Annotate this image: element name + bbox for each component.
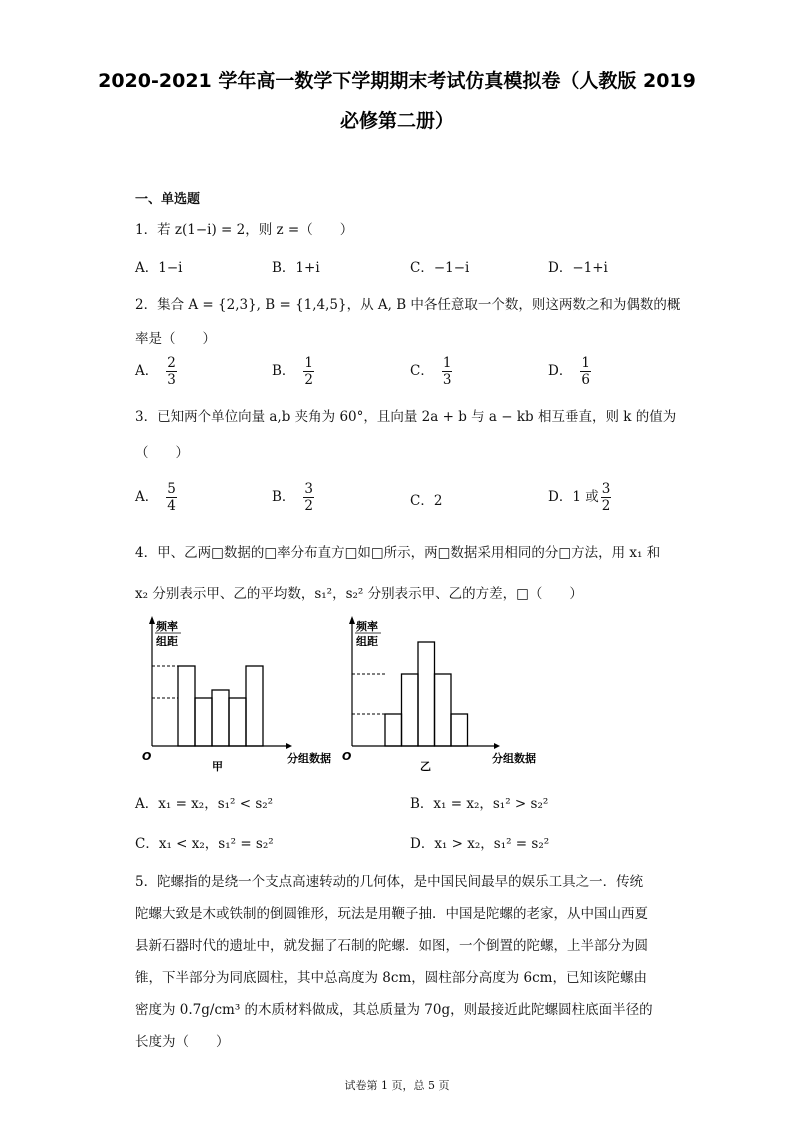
bar-0 [178, 666, 195, 746]
y-axis-arrow [149, 616, 155, 624]
chart-title: 甲 [212, 760, 223, 773]
q2-option-b: B． $\frac{1}{2}$ [272, 355, 314, 388]
q1-option-b: B．1+i [272, 260, 320, 276]
histogram-jia [140, 612, 350, 777]
q5-line-1: 5．陀螺指的是绕一个支点高速转动的几何体，是中国民间最早的娱乐工具之一．传统 [135, 874, 644, 890]
q5-text [135, 866, 665, 1058]
q5-line-6: 长度为（ ） [135, 1034, 230, 1050]
bar-3 [229, 698, 246, 746]
q3-option-c: C．2 [410, 493, 443, 509]
ylabel-bottom: 组距 [356, 635, 378, 648]
q4-stem-line1: 4．甲、乙两□数据的□率分布直方□如□所示，两□数据采用相同的分□方法，用 x₁ 和 [135, 545, 661, 561]
q4-stem-line2: x₂ 分别表示甲、乙的平均数，s₁²，s₂² 分别表示甲、乙的方差，□（ ） [135, 586, 583, 602]
origin-label: O [142, 750, 152, 763]
q2-stem-line2: 率是（ ） [135, 331, 216, 347]
bar-1 [402, 674, 419, 746]
q3-stem-line1: 3．已知两个单位向量 a,b 夹角为 60°，且向量 2a + b 与 a − kb 相互垂直，则 k 的值为 [135, 409, 677, 425]
bar-1 [195, 698, 212, 746]
q2-option-c: C． $\frac{1}{3}$ [410, 355, 452, 388]
q5-line-3: 县新石器时代的遗址中，就发掘了石制的陀螺．如图，一个倒置的陀螺，上半部分为圆 [135, 938, 648, 954]
q5-line-4: 锥，下半部分为同底圆柱，其中总高度为 8cm，圆柱部分高度为 6cm，已知该陀螺由 [135, 970, 647, 986]
exam-title-line1: 2020-2021 学年高一数学下学期期末考试仿真模拟卷（人教版 2019 [98, 70, 696, 92]
section-heading: 一、单选题 [135, 192, 201, 207]
q5-line-5: 密度为 0.7g/cm³ 的木质材料做成，其总质量为 70g，则最接近此陀螺圆柱底面半径的 [135, 1002, 653, 1018]
q2-option-a: A． $\frac{2}{3}$ [135, 355, 176, 388]
y-axis-arrow [349, 616, 355, 624]
x-axis-arrow [286, 743, 292, 749]
bar-4 [246, 666, 263, 746]
origin-label: O [342, 750, 352, 763]
q4-option-a: A．x₁ = x₂，s₁² < s₂² [135, 796, 274, 812]
histogram-yi [340, 612, 560, 777]
ylabel-bottom: 组距 [156, 635, 178, 648]
q4-option-d: D．x₁ > x₂，s₁² = s₂² [410, 836, 550, 852]
q2-option-d: D． $\frac{1}{6}$ [548, 355, 590, 388]
q1-option-a: A．1−i [135, 260, 183, 276]
bar-0 [385, 714, 402, 746]
x-axis-label: 分组数据 [287, 752, 331, 765]
q4-option-c: C．x₁ < x₂，s₁² = s₂² [135, 836, 274, 852]
ylabel-top: 频率 [356, 620, 378, 633]
bar-4 [451, 714, 468, 746]
q3-option-d: D．1 或 $\frac{3}{2}$ [548, 481, 611, 514]
q2-stem-line1: 2．集合 A = {2,3}, B = {1,4,5}，从 A, B 中各任意取一个数，则这两数之和为偶数的概 [135, 297, 681, 313]
bar-3 [435, 674, 452, 746]
q3-option-a: A． $\frac{5}{4}$ [135, 481, 176, 514]
q1-option-c: C．−1−i [410, 260, 470, 276]
page-footer: 试卷第 1 页，总 5 页 [344, 1079, 450, 1092]
q1-option-d: D．−1+i [548, 260, 608, 276]
bar-2 [212, 690, 229, 746]
q4-option-b: B．x₁ = x₂，s₁² > s₂² [410, 796, 549, 812]
chart-title: 乙 [420, 760, 431, 773]
x-axis-arrow [494, 743, 500, 749]
exam-title-line2: 必修第二册） [339, 110, 454, 132]
q3-stem-line2: （ ） [135, 445, 189, 461]
q1-stem: 1．若 z(1−i) = 2，则 z =（ ） [135, 222, 354, 238]
ylabel-top: 频率 [156, 620, 178, 633]
q3-option-b: B． $\frac{3}{2}$ [272, 481, 314, 514]
q5-line-2: 陀螺大致是木或铁制的倒圆锥形，玩法是用鞭子抽．中国是陀螺的老家，从中国山西夏 [135, 906, 648, 922]
x-axis-label: 分组数据 [492, 752, 536, 765]
bar-2 [418, 642, 435, 746]
